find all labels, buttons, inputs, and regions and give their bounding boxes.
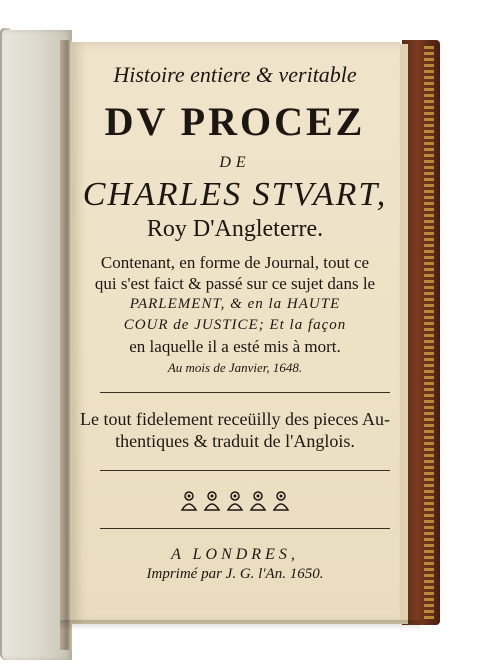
imprint-printer: Imprimé par J. G. l'An. 1650. xyxy=(146,566,324,582)
fleuron-icon xyxy=(226,490,244,512)
divider-rule xyxy=(100,528,390,529)
divider-rule xyxy=(100,392,390,393)
fleuron-icon xyxy=(272,490,290,512)
title-line-5: Roy D'Angleterre. xyxy=(146,216,324,242)
imprint-place: A LONDRES, xyxy=(171,546,299,563)
date-line: Au mois de Janvier, 1648. xyxy=(167,360,303,375)
description-line: qui s'est faict & passé sur ce sujet dans le xyxy=(94,274,376,293)
description-paragraph xyxy=(80,252,390,357)
description-line: PARLEMENT, & en la HAUTE xyxy=(129,296,341,312)
title-line-2: DV PROCEZ xyxy=(104,99,366,144)
title-page xyxy=(70,42,400,624)
description-line: Contenant, en forme de Journal, tout ce xyxy=(100,253,370,272)
fleuron-icon xyxy=(203,490,221,512)
source-line: thentiques & traduit de l'Anglois. xyxy=(115,431,355,451)
source-paragraph xyxy=(80,408,390,452)
divider-rule xyxy=(100,470,390,471)
fleuron-icon xyxy=(249,490,267,512)
fleuron-icon xyxy=(180,490,198,512)
title-line-3: DE xyxy=(219,154,251,171)
source-line: Le tout fidelement receüilly des pieces Au- xyxy=(80,409,390,429)
book-shadow xyxy=(60,620,420,630)
title-line-4: CHARLES STVART, xyxy=(82,176,388,213)
gilt-edge-decoration xyxy=(424,46,434,619)
printers-ornament xyxy=(180,490,290,514)
description-line: COUR de JUSTICE; Et la façon xyxy=(123,317,347,333)
description-line: en laquelle il a esté mis à mort. xyxy=(129,337,341,356)
title-line-1: Histoire entiere & veritable xyxy=(113,62,357,87)
